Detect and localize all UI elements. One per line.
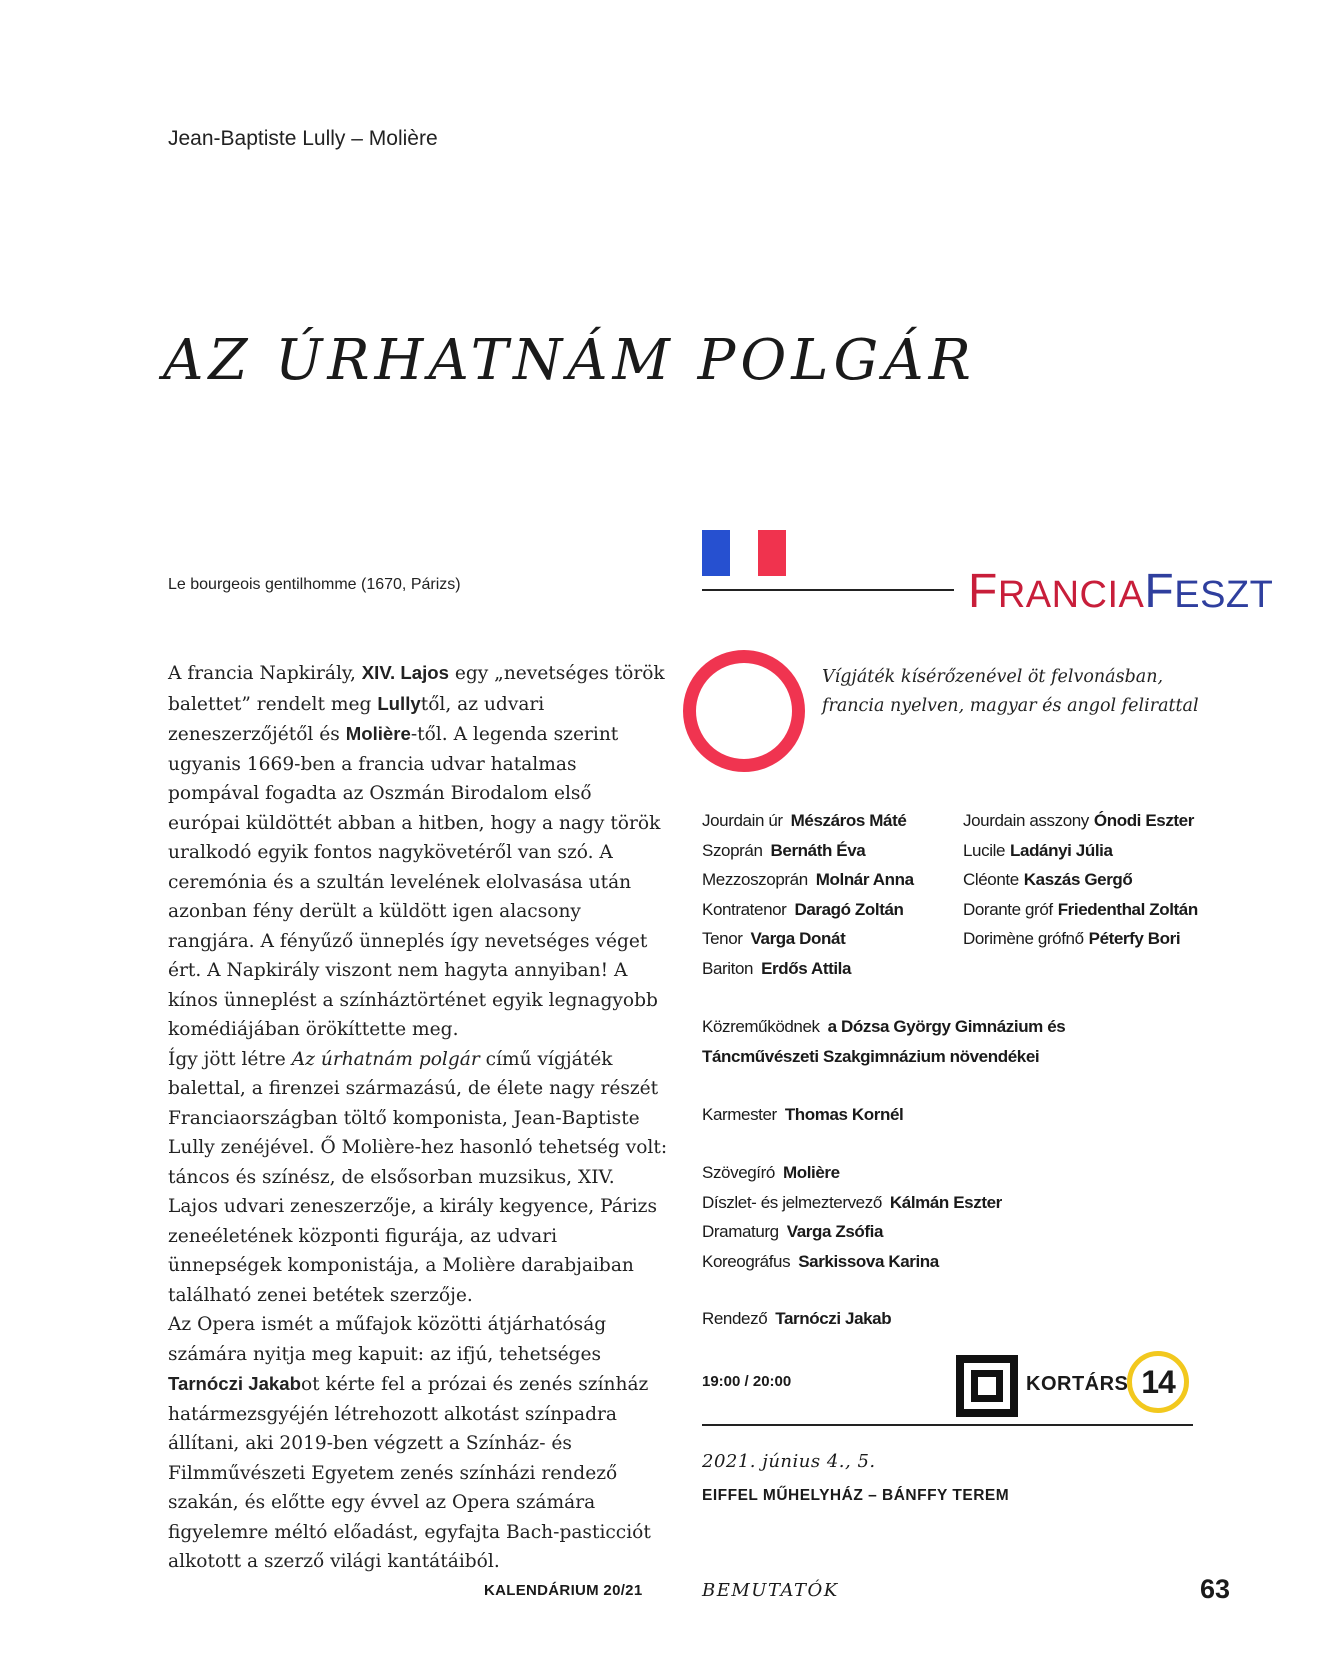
red-ring-icon [683,650,805,772]
page-title: AZ ÚRHATNÁM POLGÁR [163,328,976,393]
footer-section: BEMUTATÓK [702,1580,839,1601]
paragraph-1: A francia Napkirály, XIV. Lajos egy „nevetséges török balettet” rendelt meg Lullytől, az udvari zeneszerzőjétől és Molière-től. A legenda szerint ugyanis 1669-ben a francia udvar hatalmas pompával fogadta az Oszmán Birodalom első európai küldöttét abban a hitben, hogy a nagy török uralkodó egyik fontos nagykövetéről van szó. A ceremónia és a szultán levelének elolvasása után azonban fény derült a küldött igen alacsony rangjára. A fényűző ünneplés így nevetséges véget ért. A Napkirály viszont nem hagyta annyiban! A kínos ünneplést a színháztörténet egyik legnagyobb komédiájában örökíttette meg. [168,662,665,1040]
creative-team [702,1158,1002,1276]
genre-description: Vígjáték kísérőzenével öt felvonásban, francia nyelven, magyar és angol felirattal [822,667,1199,716]
credit-row: Koreográfus Sarkissova Karina [702,1251,939,1271]
footer-publication: KALENDÁRIUM 20/21 [484,1582,643,1599]
cast-row: Lucile Ladányi Júlia [963,840,1113,860]
cast-row: Tenor Varga Donát [702,929,846,949]
cast-list-left [702,806,914,984]
paragraph-3: Az Opera ismét a műfajok közötti átjárhatóság számára nyitja meg kapuit: az ifjú, tehetséges Tarnóczi Jakabot kérte fel a prózai és zenés színház határmezsgyéjén létrehozott alkotást színpadra állítani, aki 2019-ben végzett a Színház- és Filmművészeti Egyetem zenés színházi rendező szakán, és előtte egy évvel az Opera számára figyelemre méltó előadást, egyfajta Bach-pasticciót alkotott a szerző világi kantátáiból. [168,1314,651,1572]
cast-list-right [963,806,1198,954]
performance-dates: 2021. június 4., 5. [702,1451,876,1472]
series-label: KORTÁRS [1026,1373,1129,1395]
article-body [168,658,668,1577]
cast-row: Jourdain asszony Ónodi Eszter [963,811,1194,830]
cast-row: Dorante gróf Friedenthal Zoltán [963,899,1198,919]
credit-row: Szövegíró Molière [702,1163,840,1182]
cast-row: Mezzoszoprán Molnár Anna [702,870,914,890]
cast-row: Jourdain úr Mészáros Máté [702,811,907,830]
director: Rendező Tarnóczi Jakab [702,1309,892,1328]
conductor: Karmester Thomas Kornél [702,1105,904,1124]
credit-row: Dramaturg Varga Zsófia [702,1222,883,1242]
cast-row: Dorimène grófnő Péterfy Bori [963,929,1181,949]
original-title: Le bourgeois gentilhomme (1670, Párizs) [168,576,461,593]
page-number: 63 [1200,1574,1231,1604]
cast-row: Szoprán Bernáth Éva [702,840,866,860]
info-divider [702,1424,1193,1426]
contributors: Közreműködnek a Dózsa György Gimnázium és Táncművészeti Szakgimnázium növendékei [702,1017,1066,1066]
franciafeszt-logo: FRANCIAFESZT [968,565,1274,618]
cast-row: Bariton Erdős Attila [702,958,852,978]
cast-row: Kontratenor Daragó Zoltán [702,899,904,919]
showtime: 19:00 / 20:00 [702,1373,792,1390]
french-flag-icon [702,530,786,576]
age-rating-badge: 14 [1127,1351,1189,1413]
authors: Jean-Baptiste Lully – Molière [168,127,438,150]
cast-row: Cléonte Kaszás Gergő [963,870,1133,890]
kortars-logo-icon [956,1355,1018,1417]
festival-divider [702,589,954,591]
venue: EIFFEL MŰHELYHÁZ – BÁNFFY TEREM [702,1487,1010,1504]
credit-row: Díszlet- és jelmeztervező Kálmán Eszter [702,1192,1002,1212]
paragraph-2: Így jött létre Az úrhatnám polgár című vígjáték balettal, a firenzei származású, de élete nagy részét Franciaországban töltő komponista, Jean-Baptiste Lully zenéjével. Ő Molière-hez hasonló tehetség volt: táncos és színész, de elsősorban muzsikus, XIV. Lajos udvari zeneszerzője, a király kegyence, Párizs zeneéletének központi figurája, az udvari ünnepségek komponistája, a Molière darabjaiban található zenei betétek szerzője. [168,1048,668,1306]
